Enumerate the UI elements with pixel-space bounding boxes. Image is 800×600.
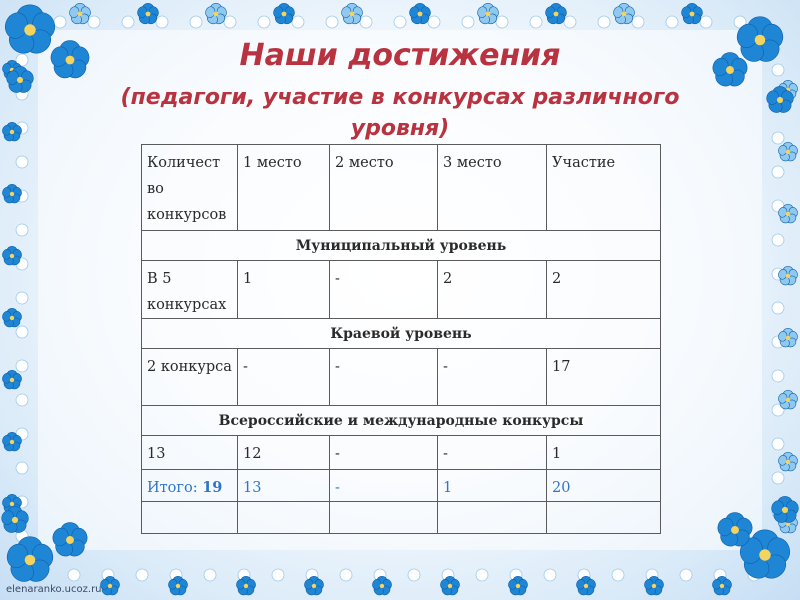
table-cell [438, 502, 547, 534]
table-cell: - [330, 436, 438, 470]
blossom-dot [156, 16, 168, 28]
flower-icon [51, 523, 90, 560]
blossom-dot [224, 16, 236, 28]
table-cell: 1 [547, 436, 661, 470]
flower-icon [777, 452, 799, 472]
table-row [142, 349, 661, 406]
blossom-dot [772, 234, 784, 246]
blossom-dot [394, 16, 406, 28]
section-title: Краевой уровень [142, 319, 661, 349]
header-cell: Участие [547, 145, 661, 231]
flower-icon [711, 576, 733, 596]
blossom-dot [680, 569, 692, 581]
table-cell: - [238, 349, 330, 406]
table-cell: 13 [142, 436, 238, 470]
flower-icon [643, 576, 665, 596]
blossom-dot [772, 472, 784, 484]
flower-icon [507, 576, 529, 596]
empty-row [142, 502, 661, 534]
flower-icon [1, 370, 23, 390]
flower-icon [777, 142, 799, 162]
blossom-dot [476, 569, 488, 581]
table-cell: - [330, 349, 438, 406]
blossom-dot [772, 370, 784, 382]
section-row [142, 231, 661, 261]
achievements-table [141, 144, 661, 534]
blossom-dot [772, 166, 784, 178]
table-cell: - [438, 349, 547, 406]
header-cell: Количест во конкурсов [142, 145, 238, 231]
blossom-dot [122, 16, 134, 28]
flower-icon [4, 537, 56, 586]
section-title: Всероссийские и международные конкурсы [142, 406, 661, 436]
footer-watermark: elenaranko.ucoz.ru [6, 584, 102, 595]
blossom-dot [598, 16, 610, 28]
total-row [142, 470, 661, 502]
blossom-dot [16, 394, 28, 406]
blossom-dot [772, 438, 784, 450]
blossom-dot [272, 569, 284, 581]
table-row [142, 261, 661, 319]
table-cell: В 5 конкурсах [142, 261, 238, 319]
table-cell: - [330, 470, 438, 502]
table-header-row [142, 145, 661, 231]
table-cell: 2 [438, 261, 547, 319]
blossom-dot [54, 16, 66, 28]
blossom-dot [564, 16, 576, 28]
flower-icon [439, 576, 461, 596]
table-cell: 17 [547, 349, 661, 406]
header-cell: 1 место [238, 145, 330, 231]
blossom-dot [462, 16, 474, 28]
section-row [142, 406, 661, 436]
blossom-dot [292, 16, 304, 28]
header-cell: 2 место [330, 145, 438, 231]
flower-icon [575, 576, 597, 596]
blossom-dot [88, 16, 100, 28]
flower-icon [1, 308, 23, 328]
blossom-dot [544, 569, 556, 581]
flower-icon [303, 576, 325, 596]
blossom-dot [700, 16, 712, 28]
header-cell: 3 место [438, 145, 547, 231]
flower-icon [167, 576, 189, 596]
blossom-dot [772, 302, 784, 314]
blossom-dot [16, 462, 28, 474]
total-label: Итого: [147, 480, 203, 496]
table-cell [330, 502, 438, 534]
table-cell: 20 [547, 470, 661, 502]
flower-icon [99, 576, 121, 596]
blossom-dot [612, 569, 624, 581]
total-label-cell [142, 470, 238, 502]
blossom-dot [360, 16, 372, 28]
table-cell: 13 [238, 470, 330, 502]
blossom-dot [16, 326, 28, 338]
blossom-dot [68, 569, 80, 581]
table-row [142, 436, 661, 470]
page-title: Наши достижения [239, 38, 561, 73]
blossom-dot [428, 16, 440, 28]
blossom-dot [204, 569, 216, 581]
blossom-dot [408, 569, 420, 581]
table-cell: 2 конкурса [142, 349, 238, 406]
table-cell: 12 [238, 436, 330, 470]
section-title: Муниципальный уровень [142, 231, 661, 261]
blossom-dot [530, 16, 542, 28]
flower-icon [235, 576, 257, 596]
blossom-dot [16, 156, 28, 168]
table-cell: 1 [238, 261, 330, 319]
blossom-dot [326, 16, 338, 28]
blossom-dot [340, 569, 352, 581]
table-cell: - [438, 436, 547, 470]
blossom-dot [496, 16, 508, 28]
blossom-dot [16, 292, 28, 304]
blossom-dot [136, 569, 148, 581]
section-row [142, 319, 661, 349]
total-value: 19 [202, 479, 223, 496]
blossom-dot [190, 16, 202, 28]
table-cell [547, 502, 661, 534]
table-cell: - [330, 261, 438, 319]
blossom-dot [666, 16, 678, 28]
page-subtitle: (педагоги, участие в конкурсах различного уровня) [120, 85, 680, 141]
table-cell [142, 502, 238, 534]
blossom-dot [16, 360, 28, 372]
table-cell: 2 [547, 261, 661, 319]
blossom-dot [16, 224, 28, 236]
blossom-dot [258, 16, 270, 28]
table-cell [238, 502, 330, 534]
flower-icon [371, 576, 393, 596]
blossom-dot [772, 132, 784, 144]
blossom-dot [632, 16, 644, 28]
table-cell: 1 [438, 470, 547, 502]
